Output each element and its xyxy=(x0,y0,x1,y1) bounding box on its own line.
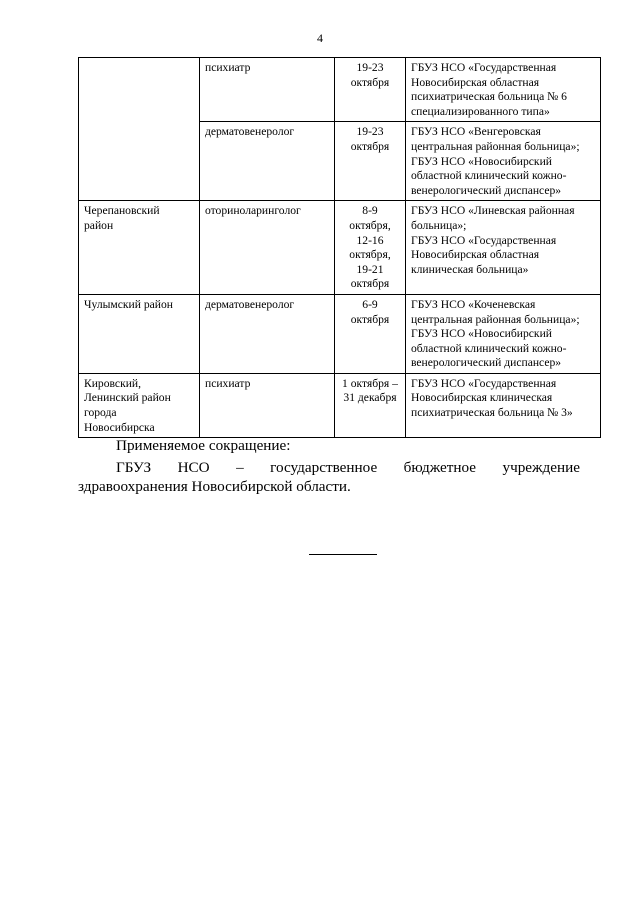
specialist-text: дерматовенеролог xyxy=(205,125,295,139)
dates-text: 31 декабря xyxy=(343,391,397,405)
dates-text: октября xyxy=(350,75,390,89)
institution-text: ГБУЗ НСО «Линевская районная xyxy=(411,204,575,218)
specialist-text: дерматовенеролог xyxy=(205,297,295,311)
specialist-cell xyxy=(200,294,335,373)
district-cell xyxy=(79,294,200,373)
table-row xyxy=(79,201,601,295)
dates-text: 12-16 xyxy=(356,233,384,247)
table-row xyxy=(79,373,601,437)
institution-text: ГБУЗ НСО «Государственная xyxy=(411,233,557,247)
dates-text: октября, xyxy=(349,218,391,232)
institution-text: Новосибирская клиническая xyxy=(411,391,553,405)
specialist-cell xyxy=(200,373,335,437)
table-row xyxy=(79,294,601,373)
institution-text: клиническая больница» xyxy=(411,262,529,276)
dates-cell xyxy=(335,201,406,295)
institution-text: областной клинический кожно- xyxy=(411,169,567,183)
abbreviation-title: Применяемое сокращение: xyxy=(116,437,291,454)
dates-text: октября xyxy=(350,312,390,326)
dates-text: октября, xyxy=(349,248,391,262)
institution-text: ГБУЗ НСО «Государственная xyxy=(411,61,557,74)
district-text: район xyxy=(84,218,114,232)
institution-text: венерологический диспансер» xyxy=(411,356,562,370)
institution-cell xyxy=(406,58,601,122)
abbreviation-text: ГБУЗ НСО – государственное бюджетное учреждение здравоохранения Новосибирской области. xyxy=(78,459,580,495)
district-text: города xyxy=(84,406,117,420)
institution-cell xyxy=(406,201,601,295)
district-text: Черепановский xyxy=(84,204,160,218)
specialist-text: психиатр xyxy=(205,61,251,74)
dates-cell xyxy=(335,122,406,201)
institution-text: психиатрическая больница № 3» xyxy=(411,406,573,420)
institution-cell xyxy=(406,294,601,373)
specialist-text: психиатр xyxy=(205,376,251,390)
dates-text: 6-9 xyxy=(362,297,378,311)
district-text: Новосибирска xyxy=(84,420,155,434)
institution-text: специализированного типа» xyxy=(411,104,550,118)
dates-cell xyxy=(335,58,406,122)
schedule-table xyxy=(78,57,601,438)
district-text: Чулымский район xyxy=(84,297,173,311)
district-cell xyxy=(79,201,200,295)
institution-text: психиатрическая больница № 6 xyxy=(411,90,567,104)
institution-text: центральная районная больница»; xyxy=(411,139,580,153)
page-number: 4 xyxy=(317,31,323,45)
institution-text: Новосибирская областная xyxy=(411,248,540,262)
institution-text: ГБУЗ НСО «Государственная xyxy=(411,376,557,390)
dates-cell xyxy=(335,373,406,437)
dates-text: 8-9 xyxy=(362,204,378,218)
district-cell xyxy=(79,373,200,437)
institution-cell xyxy=(406,122,601,201)
dates-text: 1 октября – xyxy=(342,376,398,390)
dates-text: октября xyxy=(350,277,390,291)
dates-cell xyxy=(335,294,406,373)
dates-text: 19-21 xyxy=(356,262,384,276)
specialist-cell xyxy=(200,201,335,295)
dates-text: октября xyxy=(350,139,390,153)
institution-text: центральная районная больница»; xyxy=(411,312,580,326)
district-text: Ленинский район xyxy=(84,391,171,405)
dates-text: 19-23 xyxy=(356,61,384,74)
institution-text: ГБУЗ НСО «Венгеровская xyxy=(411,125,541,139)
specialist-cell xyxy=(200,58,335,122)
institution-text: венерологический диспансер» xyxy=(411,183,562,197)
district-text: Кировский, xyxy=(84,376,142,390)
institution-text: ГБУЗ НСО «Новосибирский xyxy=(411,154,552,168)
institution-text: Новосибирская областная xyxy=(411,75,540,89)
district-cell xyxy=(79,58,200,201)
institution-text: ГБУЗ НСО «Новосибирский xyxy=(411,327,552,341)
institution-text: больница»; xyxy=(411,218,467,232)
institution-cell xyxy=(406,373,601,437)
end-rule xyxy=(309,554,377,555)
specialist-text: оториноларинголог xyxy=(205,204,301,218)
institution-text: ГБУЗ НСО «Коченевская xyxy=(411,297,536,311)
institution-text: областной клинический кожно- xyxy=(411,341,567,355)
dates-text: 19-23 xyxy=(356,125,384,139)
table-row xyxy=(79,58,601,122)
specialist-cell xyxy=(200,122,335,201)
